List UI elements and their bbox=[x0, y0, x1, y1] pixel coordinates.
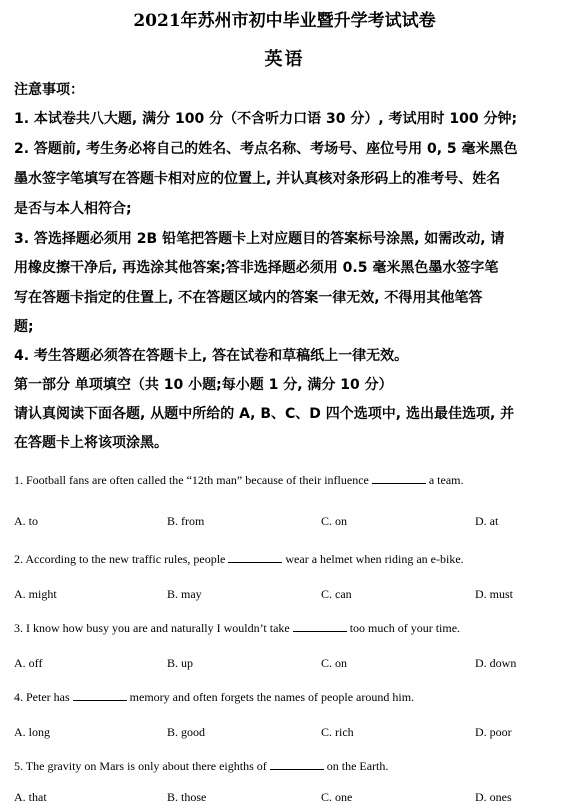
option-b: B. from bbox=[167, 514, 205, 528]
section-instructions: 在答题卡上将该项涂黑。 bbox=[14, 435, 168, 451]
option-c: C. on bbox=[321, 656, 348, 670]
section-title: 第一部分 单项填空（共 10 小题;每小题 1 分, 满分 10 分） bbox=[14, 377, 393, 393]
notes-line: 2. 答题前, 考生务必将自己的姓名、考点名称、考场号、座位号用 0, 5 毫米黑色 bbox=[14, 141, 518, 157]
notes-line: 是否与本人相符合; bbox=[14, 201, 132, 217]
subject-title: 英语 bbox=[264, 49, 305, 70]
answer-blank bbox=[270, 759, 324, 770]
question-text: too much of your time. bbox=[346, 621, 461, 635]
notes-line: 4. 考生答题必须答在答题卡上, 答在试卷和草稿纸上一律无效。 bbox=[14, 348, 409, 364]
question-text: 2. According to the new traffic rules, people bbox=[14, 552, 229, 566]
notes-line: 3. 答选择题必须用 2B 铅笔把答题卡上对应题目的答案标号涂黑, 如需改动, 请 bbox=[14, 231, 505, 247]
notes-line: 题; bbox=[14, 319, 34, 335]
option-c: C. one bbox=[321, 790, 353, 804]
question-stem bbox=[14, 621, 559, 636]
section-instructions: 请认真阅读下面各题, 从题中所给的 A, B、C、D 四个选项中, 选出最佳选项, 并 bbox=[14, 406, 515, 422]
option-a: A. to bbox=[14, 514, 38, 528]
question-text: on the Earth. bbox=[323, 759, 389, 773]
option-d: D. at bbox=[475, 514, 499, 528]
question-text: 3. I know how busy you are and naturally I wouldn’t take bbox=[14, 621, 293, 635]
option-d: D. down bbox=[475, 656, 517, 670]
question-stem bbox=[14, 473, 559, 488]
question-text: 4. Peter has bbox=[14, 690, 73, 704]
question-text: 5. The gravity on Mars is only about there eighths of bbox=[14, 759, 270, 773]
notes-line: 写在答题卡指定的住置上, 不在答题区域内的答案一律无效, 不得用其他笔答 bbox=[14, 290, 483, 306]
option-b: B. those bbox=[167, 790, 207, 804]
answer-blank bbox=[73, 690, 127, 701]
option-b: B. may bbox=[167, 587, 202, 601]
option-c: C. on bbox=[321, 514, 348, 528]
option-c: C. rich bbox=[321, 725, 354, 739]
option-d: D. ones bbox=[475, 790, 512, 804]
answer-blank bbox=[372, 473, 426, 484]
notes-heading: 注意事项： bbox=[14, 82, 84, 98]
question-stem bbox=[14, 690, 559, 705]
option-b: B. good bbox=[167, 725, 206, 739]
option-a: A. that bbox=[14, 790, 47, 804]
question-stem bbox=[14, 552, 559, 567]
notes-line: 1. 本试卷共八大题, 满分 100 分（不含听力口语 30 分）, 考试用时 100 分钟; bbox=[14, 111, 518, 127]
exam-title: 2021年苏州市初中毕业暨升学考试试卷 bbox=[133, 11, 436, 31]
notes-line: 墨水签字笔填写在答题卡相对应的位置上, 并认真核对条形码上的准考号、姓名 bbox=[14, 171, 501, 187]
option-d: D. must bbox=[475, 587, 514, 601]
question-text: memory and often forgets the names of people around him. bbox=[126, 690, 415, 704]
question-text: a team. bbox=[425, 473, 464, 487]
option-b: B. up bbox=[167, 656, 194, 670]
answer-blank bbox=[293, 621, 347, 632]
option-a: A. long bbox=[14, 725, 50, 739]
answer-blank bbox=[228, 552, 282, 563]
question-stem bbox=[14, 759, 559, 774]
question-text: 1. Football fans are often called the “12th man” because of their influence bbox=[14, 473, 372, 487]
question-text: wear a helmet when riding an e-bike. bbox=[282, 552, 464, 566]
option-d: D. poor bbox=[475, 725, 512, 739]
option-a: A. off bbox=[14, 656, 43, 670]
option-a: A. might bbox=[14, 587, 57, 601]
notes-line: 用橡皮擦干净后, 再选涂其他答案;答非选择题必须用 0.5 毫米黑色墨水签字笔 bbox=[14, 260, 499, 276]
option-c: C. can bbox=[321, 587, 352, 601]
